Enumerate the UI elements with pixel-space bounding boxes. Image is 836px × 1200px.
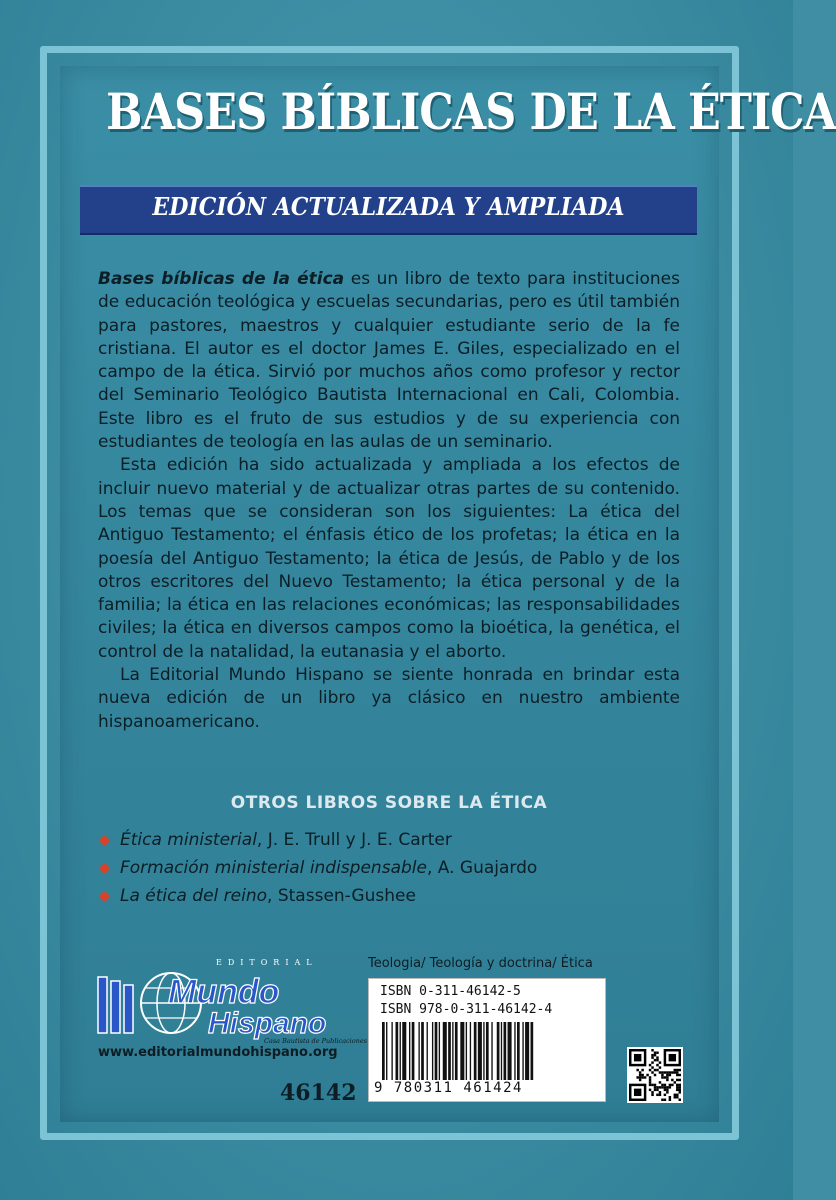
- description-paragraph-1-rest: es un libro de texto para instituciones de educación teológica y escuelas secundarias, pero es útil también para pastores, maestros y cualquier estudiante serio de la fe cristiana. El autor es el doctor James E. Giles, especializado en el campo de la ética. Sirvió por muchos años como profesor y rector del Seminario Teológico Bautista Internacional en Cali, Colombia. Este libro es el fruto de sus estudios y de su experiencia con estudiantes de teología en las aulas de un seminario.: [98, 269, 680, 453]
- logo-word-hispano: Hispano: [208, 1007, 327, 1040]
- logo-word-mundo: Mundo: [168, 973, 280, 1011]
- other-books-list: [98, 826, 680, 910]
- barcode-number: 9 780311 461424: [374, 1080, 523, 1096]
- book-item-title: La ética del reino: [120, 886, 268, 906]
- isbn-13: ISBN 978-0-311-46142-4: [380, 1002, 553, 1017]
- description-paragraph-2: Esta edición ha sido actualizada y ampliada a los efectos de incluir nuevo material y de actualizar otras partes de su contenido. Los temas que se consideran son los siguientes: La ética del Antiguo Testamento; el énfasis ético de los profetas; la ética en la poesía del Antiguo Testamento; la ética de Jesús, de Pablo y de los otros escritores del Nuevo Testamento; la ética personal y de la familia; la ética en las relaciones económicas; las responsabilidades civiles; la ética en diversos campos como la bioética, la genética, el control de la natalidad, la eutanasia y el aborto.: [98, 455, 680, 662]
- list-item: [98, 854, 680, 882]
- bullet-icon: [100, 892, 109, 901]
- book-item-author: , Stassen-Gushee: [267, 886, 416, 906]
- bullet-icon: [100, 836, 109, 845]
- list-item: [98, 882, 680, 910]
- description-text: [98, 268, 680, 734]
- description-paragraph-1: [98, 268, 680, 454]
- isbn-10: ISBN 0-311-46142-5: [380, 984, 521, 999]
- catalog-code: 46142: [280, 1080, 357, 1106]
- subject-category: Teologia/ Teología y doctrina/ Ética: [368, 956, 593, 971]
- book-item-title: Formación ministerial indispensable: [120, 858, 427, 878]
- book-title-inline: Bases bíblicas de la ética: [98, 269, 345, 289]
- book-item-title: Ética ministerial: [120, 830, 257, 850]
- bullet-icon: [100, 864, 109, 873]
- edition-subtitle: EDICIÓN ACTUALIZADA Y AMPLIADA: [152, 192, 625, 221]
- list-item: [98, 826, 680, 854]
- qr-code-icon: [627, 1047, 683, 1103]
- book-item-author: , J. E. Trull y J. E. Carter: [256, 830, 452, 850]
- logo-top-text: EDITORIAL: [216, 958, 318, 967]
- publisher-website: www.editorialmundohispano.org: [98, 1045, 338, 1060]
- other-books-heading: OTROS LIBROS SOBRE LA ÉTICA: [230, 793, 548, 813]
- logo-tagline: Casa Bautista de Publicaciones: [264, 1037, 368, 1045]
- book-title: BASES BÍBLICAS DE LA ÉTICA: [106, 82, 836, 141]
- publisher-logo: [96, 955, 368, 1045]
- book-item-author: , A. Guajardo: [426, 858, 538, 878]
- description-paragraph-3: La Editorial Mundo Hispano se siente honrada en brindar esta nueva edición de un libro ya clásico en nuestro ambiente hispanoamericano.: [98, 665, 680, 732]
- barcode: [380, 1022, 594, 1080]
- logo-book-icon: [98, 977, 133, 1033]
